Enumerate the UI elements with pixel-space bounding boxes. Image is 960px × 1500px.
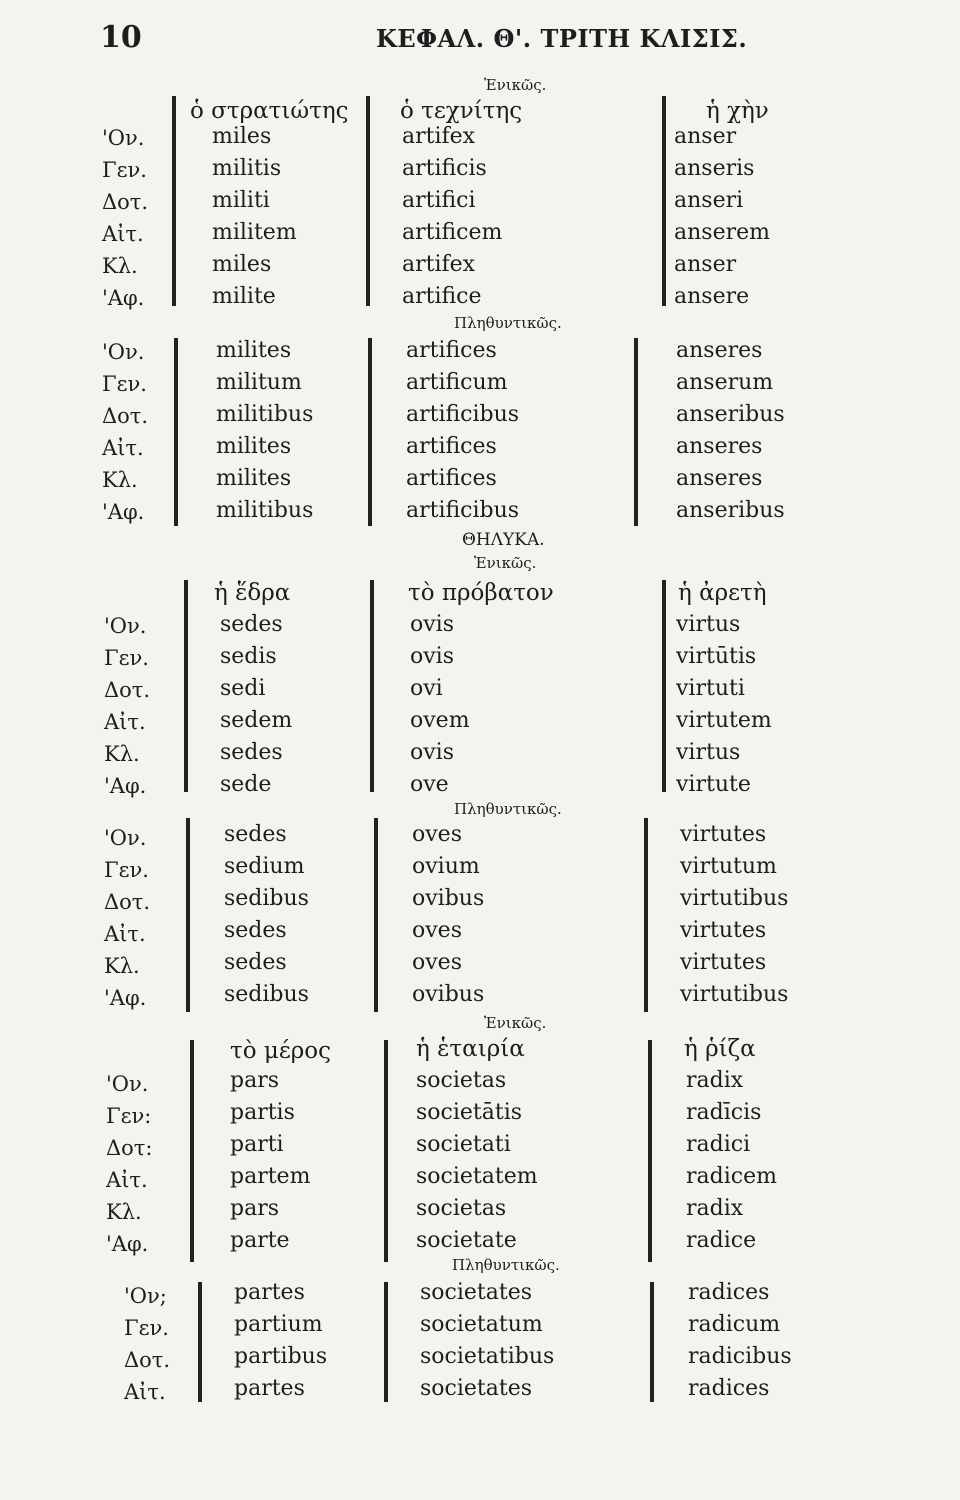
case-label: 'Ον.: [102, 126, 145, 150]
form-cell: ovi: [410, 676, 443, 701]
form-cell: virtuti: [676, 676, 745, 701]
singular-label: Ἑνικῶς.: [484, 76, 547, 94]
form-cell: ovium: [412, 854, 480, 879]
form-cell: radicem: [686, 1164, 777, 1189]
form-cell: sedes: [224, 950, 287, 975]
form-cell: anser: [674, 124, 737, 149]
form-cell: artificum: [406, 370, 508, 395]
form-cell: sedem: [220, 708, 293, 733]
form-cell: oves: [412, 950, 462, 975]
form-cell: radici: [686, 1132, 751, 1157]
form-cell: oves: [412, 918, 462, 943]
form-cell: anseres: [676, 338, 763, 363]
form-cell: parti: [230, 1132, 284, 1157]
running-head: ΚΕΦΑΛ. Θ'. ΤΡΙΤΗ ΚΛΙΣΙΣ.: [376, 24, 748, 53]
column-rule: [384, 1040, 388, 1262]
form-cell: artifices: [406, 434, 497, 459]
case-label: 'Αφ.: [102, 286, 145, 310]
column-rule: [648, 1040, 652, 1262]
form-cell: anser: [674, 252, 737, 277]
form-cell: parte: [230, 1228, 290, 1253]
form-cell: artifice: [402, 284, 482, 309]
form-cell: artifex: [402, 124, 476, 149]
form-cell: artificibus: [406, 498, 520, 523]
plural-label: Πληθυντικῶς.: [454, 800, 562, 818]
case-label: Γεν.: [102, 372, 147, 396]
form-cell: oves: [412, 822, 462, 847]
column-heading: ἡ ἑταιρία: [416, 1036, 525, 1062]
form-cell: militem: [212, 220, 297, 245]
page-number: 10: [100, 20, 142, 55]
form-cell: milites: [216, 338, 292, 363]
form-cell: virtute: [676, 772, 751, 797]
form-cell: societatibus: [420, 1344, 555, 1369]
form-cell: radicum: [688, 1312, 781, 1337]
form-cell: sedium: [224, 854, 305, 879]
form-cell: artificem: [402, 220, 503, 245]
form-cell: ovibus: [412, 982, 485, 1007]
case-label: Κλ.: [104, 742, 140, 766]
form-cell: virtūtis: [676, 644, 757, 669]
case-label: Δοτ.: [104, 890, 151, 914]
form-cell: sedes: [220, 612, 283, 637]
form-cell: virtutem: [676, 708, 772, 733]
form-cell: virtus: [676, 740, 741, 765]
form-cell: anseres: [676, 466, 763, 491]
case-label: Γεν.: [104, 858, 149, 882]
form-cell: sede: [220, 772, 272, 797]
form-cell: radix: [686, 1068, 744, 1093]
case-label: Αἰτ.: [124, 1380, 166, 1404]
form-cell: virtutes: [680, 822, 767, 847]
section-title: ΘΗΛΥΚΑ.: [462, 530, 545, 550]
form-cell: radices: [688, 1280, 770, 1305]
form-cell: milite: [212, 284, 276, 309]
form-cell: virtutes: [680, 918, 767, 943]
form-cell: societate: [416, 1228, 517, 1253]
case-label: Αἰτ.: [102, 436, 144, 460]
form-cell: ovem: [410, 708, 470, 733]
form-cell: artificibus: [406, 402, 520, 427]
column-rule: [174, 338, 178, 526]
form-cell: partis: [230, 1100, 295, 1125]
case-label: Γεν.: [102, 158, 147, 182]
form-cell: societates: [420, 1280, 533, 1305]
form-cell: virtutum: [680, 854, 777, 879]
form-cell: ovibus: [412, 886, 485, 911]
form-cell: militi: [212, 188, 270, 213]
form-cell: partibus: [234, 1344, 328, 1369]
form-cell: sedes: [224, 822, 287, 847]
form-cell: ove: [410, 772, 449, 797]
case-label: Κλ.: [106, 1200, 142, 1224]
form-cell: sedibus: [224, 886, 309, 911]
plural-label: Πληθυντικῶς.: [454, 314, 562, 332]
form-cell: artifex: [402, 252, 476, 277]
form-cell: partium: [234, 1312, 323, 1337]
case-label: Δοτ.: [124, 1348, 171, 1372]
case-label: 'Αφ.: [106, 1232, 149, 1256]
case-label: Δοτ.: [102, 190, 149, 214]
form-cell: miles: [212, 252, 272, 277]
case-label: 'Αφ.: [102, 500, 145, 524]
form-cell: societates: [420, 1376, 533, 1401]
column-rule: [370, 580, 374, 792]
form-cell: militibus: [216, 402, 314, 427]
form-cell: militis: [212, 156, 282, 181]
column-heading: ἡ ἀρετὴ: [678, 580, 767, 606]
case-label: 'Αφ.: [104, 774, 147, 798]
form-cell: sedibus: [224, 982, 309, 1007]
form-cell: radicibus: [688, 1344, 792, 1369]
case-label: 'Ον;: [124, 1284, 167, 1308]
column-rule: [368, 338, 372, 526]
form-cell: artifici: [402, 188, 476, 213]
column-heading: ἡ ἕδρα: [214, 580, 291, 606]
form-cell: ovis: [410, 740, 454, 765]
form-cell: partes: [234, 1376, 305, 1401]
column-rule: [634, 338, 638, 526]
column-rule: [662, 580, 666, 792]
column-heading: ὁ τεχνίτης: [400, 98, 523, 124]
case-label: 'Ον.: [102, 340, 145, 364]
column-rule: [172, 96, 176, 306]
case-label: 'Ον.: [104, 614, 147, 638]
column-heading: ἡ χὴν: [706, 98, 769, 124]
form-cell: societas: [416, 1196, 507, 1221]
form-cell: societati: [416, 1132, 511, 1157]
form-cell: anseris: [674, 156, 755, 181]
singular-label: Ἑνικῶς.: [484, 1014, 547, 1032]
column-rule: [198, 1282, 202, 1402]
form-cell: anseri: [674, 188, 744, 213]
case-label: 'Αφ.: [104, 986, 147, 1010]
form-cell: militibus: [216, 498, 314, 523]
form-cell: ovis: [410, 612, 454, 637]
case-label: Κλ.: [102, 254, 138, 278]
form-cell: radices: [688, 1376, 770, 1401]
form-cell: societas: [416, 1068, 507, 1093]
form-cell: virtutibus: [680, 982, 789, 1007]
column-rule: [650, 1282, 654, 1402]
form-cell: virtus: [676, 612, 741, 637]
column-rule: [186, 818, 190, 1012]
form-cell: sedes: [224, 918, 287, 943]
form-cell: milites: [216, 434, 292, 459]
column-heading: τὸ μέρος: [230, 1038, 331, 1064]
case-label: Γεν.: [104, 646, 149, 670]
form-cell: societatem: [416, 1164, 538, 1189]
form-cell: anserum: [676, 370, 774, 395]
case-label: Δοτ:: [106, 1136, 153, 1160]
column-rule: [366, 96, 370, 306]
column-rule: [374, 818, 378, 1012]
case-label: Δοτ.: [102, 404, 149, 428]
form-cell: artifices: [406, 338, 497, 363]
form-cell: anseribus: [676, 402, 785, 427]
column-heading: ὁ στρατιώτης: [190, 98, 349, 124]
form-cell: sedis: [220, 644, 277, 669]
case-label: Γεν:: [106, 1104, 152, 1128]
case-label: Γεν.: [124, 1316, 169, 1340]
form-cell: virtutibus: [680, 886, 789, 911]
column-rule: [190, 1040, 194, 1262]
form-cell: pars: [230, 1196, 280, 1221]
singular-label: Ἑνικῶς.: [474, 554, 537, 572]
form-cell: pars: [230, 1068, 280, 1093]
column-heading: τὸ πρόβατον: [408, 580, 554, 606]
form-cell: societātis: [416, 1100, 523, 1125]
column-rule: [644, 818, 648, 1012]
column-rule: [184, 580, 188, 792]
form-cell: anserem: [674, 220, 770, 245]
form-cell: virtutes: [680, 950, 767, 975]
form-cell: radice: [686, 1228, 757, 1253]
form-cell: partem: [230, 1164, 311, 1189]
case-label: Αἰτ.: [102, 222, 144, 246]
case-label: Αἰτ.: [106, 1168, 148, 1192]
case-label: Δοτ.: [104, 678, 151, 702]
form-cell: ovis: [410, 644, 454, 669]
form-cell: milites: [216, 466, 292, 491]
column-rule: [384, 1282, 388, 1402]
case-label: 'Ον.: [106, 1072, 149, 1096]
form-cell: artifices: [406, 466, 497, 491]
form-cell: radīcis: [686, 1100, 762, 1125]
case-label: Κλ.: [104, 954, 140, 978]
form-cell: societatum: [420, 1312, 543, 1337]
form-cell: militum: [216, 370, 302, 395]
plural-label: Πληθυντικῶς.: [452, 1256, 560, 1274]
form-cell: sedes: [220, 740, 283, 765]
form-cell: sedi: [220, 676, 266, 701]
column-rule: [662, 96, 666, 306]
case-label: Κλ.: [102, 468, 138, 492]
form-cell: artificis: [402, 156, 487, 181]
form-cell: partes: [234, 1280, 305, 1305]
form-cell: anseres: [676, 434, 763, 459]
case-label: 'Ον.: [104, 826, 147, 850]
form-cell: miles: [212, 124, 272, 149]
case-label: Αἰτ.: [104, 922, 146, 946]
form-cell: ansere: [674, 284, 750, 309]
form-cell: radix: [686, 1196, 744, 1221]
case-label: Αἰτ.: [104, 710, 146, 734]
column-heading: ἡ ῥίζα: [684, 1036, 756, 1062]
form-cell: anseribus: [676, 498, 785, 523]
